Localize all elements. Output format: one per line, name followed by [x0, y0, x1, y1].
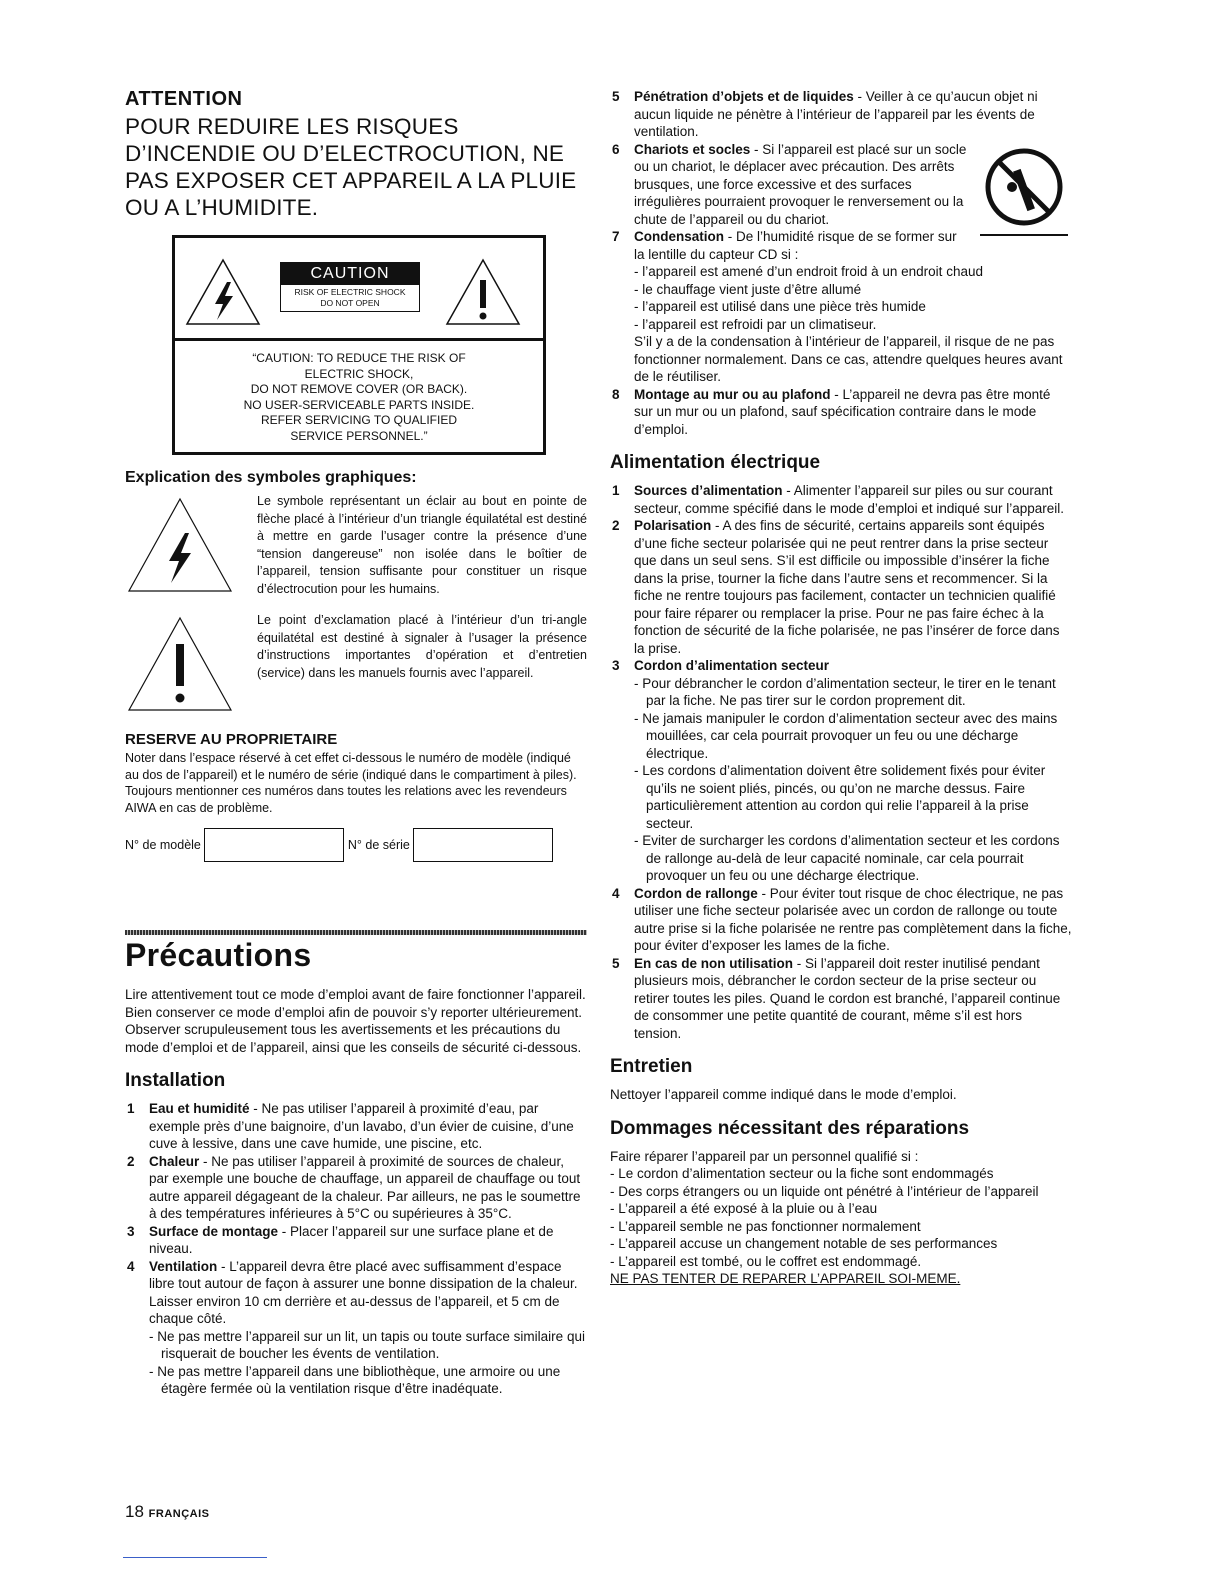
footer-language: FRANÇAIS — [148, 1508, 210, 1520]
caution-line: “CAUTION: TO REDUCE THE RISK OF — [252, 351, 466, 365]
item-head: En cas de non utilisation — [634, 955, 794, 971]
item-head: Sources d’alimentation — [634, 483, 783, 498]
list-item — [610, 141, 1072, 229]
cart-warning-icon — [976, 143, 1072, 239]
power-list — [610, 482, 1072, 1042]
precautions-intro: Lire attentivement tout ce mode d’emploi avant de faire fonctionner l’appareil. Bien conserver ce mode d’emploi afin de pouvoir s’y reporter ultérieurement. Observer scrupuleusement tous les avertissements et les précautions du mode d’emploi et de l’appareil, ainsi que les conseils de sécurité ci-dessous. — [125, 987, 586, 1055]
caution-line: SERVICE PERSONNEL.” — [290, 428, 428, 443]
item-number: 2 — [612, 518, 620, 533]
item-text: - De l’humidité risque de se former sur la lentille du capteur CD si : — [634, 229, 957, 262]
serial-label: N° de série — [347, 838, 410, 852]
item-text: - Si l’appareil est placé sur un socle ou un chariot, le déplacer avec précaution. Des arrêts brusques, une force excessive et des surfaces irrégulières pourraient provoquer le renversement ou la chute de l’appareil ou du chariot. — [634, 141, 967, 227]
dommages-list — [610, 1148, 1072, 1271]
lightning-symbol-icon — [125, 495, 235, 593]
list-item — [610, 885, 1072, 955]
item-number: 1 — [127, 1101, 135, 1116]
item-text: - Ne pas utiliser l’appareil à proximité d’eau, par exemple près d’une baignoire, d’un lavabo, d’un évier de cuisine, d’une cuve à lessive, dans une cave humide, une piscine, etc. — [149, 1101, 574, 1151]
list-item — [125, 1258, 587, 1398]
exclamation-triangle-icon — [445, 258, 521, 326]
caution-label — [280, 262, 420, 312]
list-item: - Le cordon d’alimentation secteur ou la fiche sont endommagés — [610, 1166, 994, 1181]
reserve-title: RESERVE AU PROPRIETAIRE — [125, 731, 338, 748]
item-number: 8 — [612, 386, 620, 402]
section-rule — [125, 930, 587, 935]
item-number: 6 — [612, 141, 620, 157]
item-head: Surface de montage — [149, 1223, 279, 1239]
sub-item: - Eviter de surcharger les cordons d’alimentation secteur et les cordons de rallonge au-delà de leur capacité nominale, car cela pourrait provoquer un feu ou une décharge électrique. — [634, 833, 1060, 883]
item-number: 5 — [612, 955, 620, 971]
item-text: - L’appareil ne devra pas être monté sur un mur ou un plafond, sauf spécification contraire dans le mode d’emploi. — [634, 386, 1051, 437]
item-text: - Placer l’appareil sur une surface plane et de niveau. — [149, 1223, 554, 1256]
dommages-intro: Faire réparer l’appareil par un personnel qualifié si : — [610, 1148, 919, 1164]
sub-item: - l’appareil est refroidi par un climatiseur. — [634, 316, 877, 332]
caution-line: REFER SERVICING TO QUALIFIED — [260, 413, 458, 427]
item-head: Chariots et socles — [634, 141, 751, 157]
dommages-title: Dommages nécessitant des réparations — [610, 1117, 970, 1139]
list-item — [125, 1100, 587, 1153]
item-text: - Si l’appareil doit rester inutilisé pendant plusieurs mois, débrancher le cordon secteur de la prise secteur ou retirer toutes les piles. Quand le cordon est branché, l’appareil continue de consommer une petite quantité de courant, même s’il est hors tension. — [634, 955, 1061, 1041]
list-item — [125, 1153, 587, 1223]
list-item — [125, 1223, 587, 1258]
item-number: 1 — [612, 483, 620, 498]
list-item: - L’appareil est tombé, ou le coffret est endommagé. — [610, 1253, 922, 1269]
serial-number-box — [413, 828, 553, 862]
item-text: - Pour éviter tout risque de choc électrique, ne pas utiliser une fiche secteur polarisée avec un cordon de rallonge ou toute autre prise si la fiche polarisée ne rentre pas complètement dans la fiche, pour éviter d’exposer les lames de la fiche. — [634, 885, 1072, 953]
list-item: - Des corps étrangers ou un liquide ont pénétré à l’intérieur de l’appareil — [610, 1183, 1039, 1199]
item-head: Condensation — [634, 229, 724, 244]
caution-line: ELECTRIC SHOCK, — [304, 366, 414, 381]
model-number-box — [204, 828, 344, 862]
item-number: 5 — [612, 89, 620, 104]
caution-line: DO NOT REMOVE COVER (OR BACK). — [250, 382, 468, 396]
precautions-title: Précautions — [125, 937, 312, 973]
item-number: 4 — [612, 885, 620, 901]
list-item: - L’appareil a été exposé à la pluie ou à l’eau — [610, 1201, 878, 1216]
installation-title: Installation — [125, 1070, 226, 1091]
item-text: - L’appareil devra être placé avec suffisamment d’espace libre tout autour de façon à assurer une bonne dissipation de la chaleur. Laisser environ 10 cm derrière et au-dessus de l’appareil, et 5 cm de chaque côté. — [149, 1258, 578, 1326]
list-item — [610, 228, 1072, 386]
list-item — [610, 88, 1072, 141]
sub-item: - l’appareil est utilisé dans une pièce très humide — [634, 299, 926, 314]
item-text: - Veiller à ce qu’aucun objet ni aucun liquide ne pénètre à l’intérieur de l’appareil par les évents de ventilation. — [634, 89, 1038, 139]
caution-sub1: RISK OF ELECTRIC SHOCK — [294, 287, 406, 297]
item-head: Eau et humidité — [149, 1101, 250, 1116]
caution-line: NO USER-SERVICEABLE PARTS INSIDE. — [243, 397, 475, 412]
exclamation-symbol-icon — [125, 614, 235, 712]
sub-item: - Ne pas mettre l’appareil dans une bibliothèque, une armoire ou une étagère fermée où la ventilation risque d’être inadéquate. — [149, 1363, 561, 1396]
list-item — [610, 386, 1072, 439]
item-number: 7 — [612, 229, 620, 244]
item-head: Pénétration d’objets et de liquides — [634, 89, 854, 104]
sub-item: - le chauffage vient juste d’être allumé — [634, 281, 862, 297]
installation-list-continued — [610, 88, 1072, 438]
installation-list — [125, 1100, 587, 1398]
list-item: - L’appareil accuse un changement notable de ses performances — [610, 1236, 998, 1251]
dommages-final-warning: NE PAS TENTER DE REPARER L’APPAREIL SOI-MEME. — [610, 1271, 961, 1286]
condensation-note: S’il y a de la condensation à l’intérieur de l’appareil, il risque de ne pas fonctionner normalement. Dans ce cas, attendre quelques heures avant de le réutiliser. — [634, 334, 1063, 384]
attention-title: ATTENTION — [125, 88, 243, 110]
caution-box — [172, 235, 546, 455]
page-number: 18 — [125, 1502, 144, 1521]
entretien-text: Nettoyer l’appareil comme indiqué dans le mode d’emploi. — [610, 1087, 957, 1102]
bottom-line — [123, 1557, 267, 1558]
symbol-lightning-row — [125, 493, 587, 598]
list-item — [610, 657, 1072, 885]
right-column — [610, 88, 1072, 1288]
caution-sub — [280, 285, 420, 312]
model-label: N° de modèle — [125, 838, 201, 852]
list-item — [610, 517, 1072, 657]
item-head: Ventilation — [149, 1258, 218, 1274]
item-head: Polarisation — [634, 518, 712, 533]
caution-warning-text — [175, 341, 543, 452]
item-head: Cordon d’alimentation secteur — [634, 658, 830, 673]
sub-item: - Les cordons d’alimentation doivent être solidement fixés pour éviter qu’ils ne soient pliés, pincés, ou qu’on ne marche dessus. Faire particulièrement attention au cordon qui relie l’appareil à la prise secteur. — [634, 763, 1046, 831]
left-column — [125, 88, 587, 1398]
lightning-triangle-icon — [185, 258, 261, 326]
symbols-title: Explication des symboles graphiques: — [125, 469, 417, 486]
list-item — [610, 482, 1072, 517]
exclamation-explanation: Le point d’exclamation placé à l’intérieur d’un tri-angle équilatétal est destiné à signaler à l’usager la présence d’instructions importantes d’opération et d’entretien (service) dans les manuels fournis avec l’appareil. — [257, 613, 587, 680]
power-title: Alimentation électrique — [610, 452, 821, 473]
item-number: 3 — [612, 658, 620, 673]
item-number: 2 — [127, 1153, 135, 1169]
sub-item: - Ne pas mettre l’appareil sur un lit, un tapis ou toute surface similaire qui risquerait de boucher les évents de ventilation. — [149, 1328, 585, 1361]
item-text: - Ne pas utiliser l’appareil à proximité de sources de chaleur, par exemple une bouche de chauffage, un appareil de chauffage ou tout autre appareil dégageant de la chaleur. Par ailleurs, ne pas le soumettre à des températures inférieures à 5°C ou supérieures à 35°C. — [149, 1153, 581, 1221]
item-number: 3 — [127, 1223, 135, 1239]
sub-item: - Pour débrancher le cordon d’alimentation secteur, le tirer en le tenant par la fiche. Ne pas tirer sur le cordon proprement dit. — [634, 675, 1056, 708]
list-item: - L’appareil semble ne pas fonctionner normalement — [610, 1218, 921, 1234]
caution-sub2: DO NOT OPEN — [320, 298, 380, 308]
entretien-title: Entretien — [610, 1056, 693, 1077]
sub-item: - l’appareil est amené d’un endroit froid à un endroit chaud — [634, 264, 983, 279]
item-head: Montage au mur ou au plafond — [634, 386, 831, 402]
model-serial-row — [125, 828, 587, 862]
sub-item: - Ne jamais manipuler le cordon d’alimentation secteur avec des mains mouillées, car cela pourrait provoquer un feu ou une décharge électrique. — [634, 710, 1058, 761]
item-text: - A des fins de sécurité, certains appareils sont équipés d’une fiche secteur polarisée qui ne peut rentrer dans la prise secteur que dans un seul sens. S’il est difficile ou impossible d’insérer la fiche dans la prise, tourner la fiche dans l’autre sens et recommencer. Si la fiche ne rentre toujours pas facilement, contacter un technicien qualifié pour faire réparer ou remplacer la prise. Pour ne pas faire échec à la fonction de sécurité de la fiche polarisée, ne pas l’insérer de force dans la prise. — [634, 518, 1060, 656]
item-text: - Alimenter l’appareil sur piles ou sur courant secteur, comme spécifié dans le mode d’emploi et indiqué sur l’appareil. — [634, 483, 1064, 516]
reserve-text: Noter dans l’espace réservé à cet effet ci-dessous le numéro de modèle (indiqué au dos de l’appareil) et le numéro de série (indiqué dans le compartiment à piles). Toujours mentionner ces numéros dans toutes les relations avec les revendeurs AIWA en cas de problème. — [125, 751, 577, 815]
item-number: 4 — [127, 1258, 135, 1274]
item-head: Cordon de rallonge — [634, 885, 758, 901]
lightning-explanation: Le symbole représentant un éclair au bout en pointe de flèche placé à l’intérieur d’un triangle équilatétal est destiné à mettre en garde l’usager contre la présence d’une “tension dangereuse” non isolée dans le boîtier de l’appareil, tension suffisante pour constituer un risque d’électrocution pour les humains. — [257, 494, 587, 596]
item-head: Chaleur — [149, 1153, 200, 1169]
symbol-exclamation-row — [125, 612, 587, 717]
caution-head: CAUTION — [280, 262, 420, 285]
attention-text: POUR REDUIRE LES RISQUES D’INCENDIE OU D’ELECTROCUTION, NE PAS EXPOSER CET APPAREIL A LA PLUIE OU A L’HUMIDITE. — [125, 114, 577, 220]
page-footer — [125, 1502, 210, 1522]
list-item — [610, 955, 1072, 1043]
